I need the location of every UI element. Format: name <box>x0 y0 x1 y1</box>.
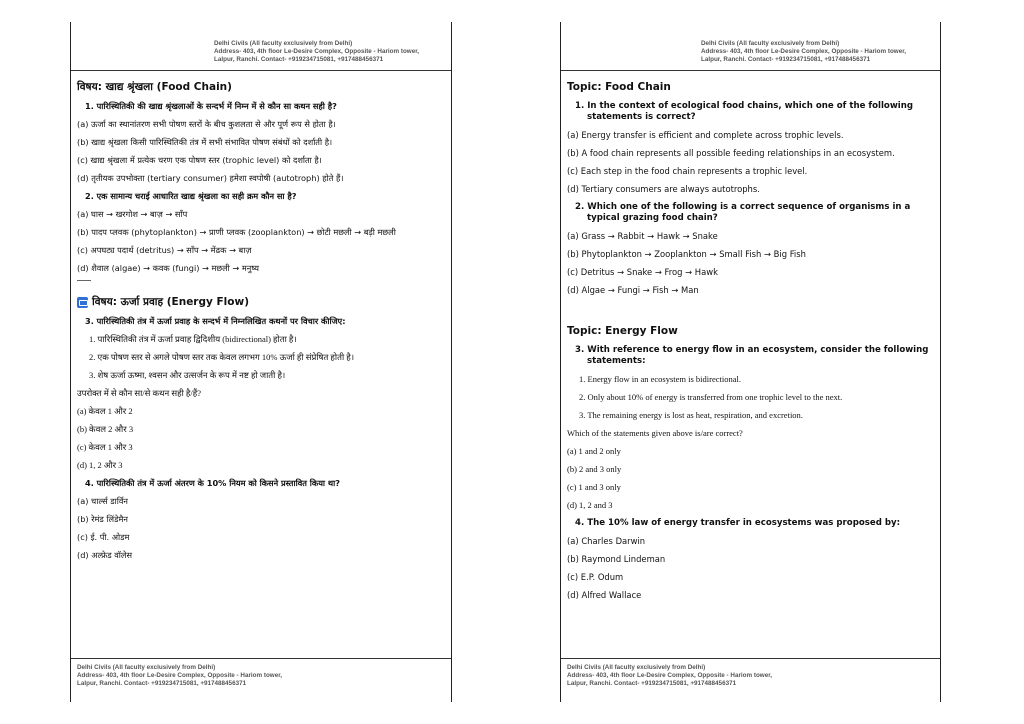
q3-statement-2: 2. Only about 10% of energy is transferred from one trophic level to the next. <box>579 392 843 402</box>
question-4: 4. The 10% law of energy transfer in ecosystems was proposed by: <box>575 518 901 528</box>
topic-energy-flow-heading: विषय: ऊर्जा प्रवाह (Energy Flow) <box>77 295 447 309</box>
q2-option-b: (b) पादप प्लवक (phytoplankton) → प्राणी प्लवक (zooplankton) → छोटी मछली → बड़ी मछली <box>77 227 396 237</box>
q4-option-d: (d) Alfred Wallace <box>567 590 642 600</box>
question-1: 1. पारिस्थितिकी की खाद्य श्रृंखलाओं के सन्दर्भ में निम्न में से कौन सा कथन सही है? <box>85 101 337 111</box>
q1-option-d: (d) Tertiary consumers are always autotrophs. <box>567 184 760 194</box>
q3-statement-2: 2. एक पोषण स्तर से अगले पोषण स्तर तक केवल लगभग 10% ऊर्जा ही संप्रेषित होती है। <box>89 352 355 362</box>
footer-rule <box>71 658 451 659</box>
q4-option-b: (b) रेमंड लिंडेमैन <box>77 514 128 524</box>
q1-option-b: (b) A food chain represents all possible feeding relationships in an ecosystem. <box>567 148 895 158</box>
q2-option-d: (d) शैवाल (algae) → कवक (fungi) → मछली → मनुष्य <box>77 263 259 273</box>
question-3: 3. पारिस्थितिकी तंत्र में ऊर्जा प्रवाह के सन्दर्भ में निम्नलिखित कथनों पर विचार कीजिए: <box>85 316 346 326</box>
q2-option-c: (c) अपघट्य पदार्थ (detritus) → साँप → मेंढक → बाज़ <box>77 245 252 255</box>
topic-energy-flow-heading: Topic: Energy Flow <box>567 325 678 337</box>
page-footer: Delhi Civils (All faculty exclusively from Delhi) Address- 403, 4th floor Le-Desire Complex, Opposite - Hariom tower, Lalpur, Ranchi. Contact- +919234715081, +917488456371 <box>77 664 283 687</box>
q1-option-c: (c) Each step in the food chain represents a trophic level. <box>567 166 808 176</box>
q1-option-c: (c) खाद्य श्रृंखला में प्रत्येक चरण एक पोषण स्तर (trophic level) को दर्शाता है। <box>77 155 322 165</box>
q3-option-a: (a) केवल 1 और 2 <box>77 406 133 416</box>
book-icon <box>77 297 88 308</box>
q3-ask: Which of the statements given above is/are correct? <box>567 428 743 438</box>
q2-option-a: (a) Grass → Rabbit → Hawk → Snake <box>567 231 718 241</box>
q4-option-a: (a) Charles Darwin <box>567 536 646 546</box>
q4-option-a: (a) चार्ल्स डार्विन <box>77 496 128 506</box>
q3-option-a: (a) 1 and 2 only <box>567 446 621 456</box>
q3-option-c: (c) 1 and 3 only <box>567 482 621 492</box>
q2-option-b: (b) Phytoplankton → Zooplankton → Small Fish → Big Fish <box>567 249 806 259</box>
question-3: 3. With reference to energy flow in an ecosystem, consider the following statements: <box>575 345 929 366</box>
q4-option-d: (d) अल्फ्रेड वॉलेस <box>77 550 133 560</box>
q3-ask: उपरोक्त में से कौन सा/से कथन सही है/हैं? <box>77 388 202 398</box>
q1-option-d: (d) तृतीयक उपभोक्ता (tertiary consumer) हमेशा स्वपोषी (autotroph) होते हैं। <box>77 173 344 183</box>
q1-option-a: (a) Energy transfer is efficient and complete across trophic levels. <box>567 130 844 140</box>
header-rule <box>561 70 940 71</box>
header-rule <box>71 70 451 71</box>
q2-option-a: (a) घास → खरगोश → बाज़ → साँप <box>77 209 188 219</box>
q4-option-b: (b) Raymond Lindeman <box>567 554 666 564</box>
q2-option-c: (c) Detritus → Snake → Frog → Hawk <box>567 267 718 277</box>
q3-statement-1: 1. पारिस्थितिकी तंत्र में ऊर्जा प्रवाह द्विदिशीय (bidirectional) होता है। <box>89 334 297 344</box>
q1-option-a: (a) ऊर्जा का स्थानांतरण सभी पोषण स्तरों के बीच कुशलता से और पूर्ण रूप से होता है। <box>77 119 336 129</box>
page-footer: Delhi Civils (All faculty exclusively from Delhi) Address- 403, 4th floor Le-Desire Complex, Opposite - Hariom tower, Lalpur, Ranchi. Contact- +919234715081, +917488456371 <box>567 664 773 687</box>
question-4: 4. पारिस्थितिकी तंत्र में ऊर्जा अंतरण के 10% नियम को किसने प्रस्तावित किया था? <box>85 478 341 488</box>
question-2: 2. Which one of the following is a correct sequence of organisms in a typical grazing food chain? <box>575 202 911 223</box>
q3-option-c: (c) केवल 1 और 3 <box>77 442 133 452</box>
q3-statement-1: 1. Energy flow in an ecosystem is bidirectional. <box>579 374 742 384</box>
topic-food-chain-heading: विषय: खाद्य श्रृंखला (Food Chain) <box>77 81 232 93</box>
q3-option-b: (b) 2 and 3 only <box>567 464 622 474</box>
q3-option-b: (b) केवल 2 और 3 <box>77 424 134 434</box>
hindi-content <box>77 80 447 561</box>
footer-rule <box>561 658 940 659</box>
q4-option-c: (c) ई. पी. ओडम <box>77 532 130 542</box>
q3-option-d: (d) 1, 2 और 3 <box>77 460 123 470</box>
question-2: 2. एक सामान्य चराई आधारित खाद्य श्रृंखला का सही क्रम कौन सा है? <box>85 191 297 201</box>
section-divider <box>77 280 91 281</box>
hindi-page <box>70 22 452 702</box>
q3-statement-3: 3. The remaining energy is lost as heat, respiration, and excretion. <box>579 410 803 420</box>
english-content <box>567 80 936 601</box>
english-page <box>560 22 941 702</box>
page-header: Delhi Civils (All faculty exclusively from Delhi) Address- 403, 4th floor Le-Desire Complex, Opposite - Hariom tower, Lalpur, Ranchi. Contact- +919234715081, +917488456371 <box>214 40 420 63</box>
page-header: Delhi Civils (All faculty exclusively from Delhi) Address- 403, 4th floor Le-Desire Complex, Opposite - Hariom tower, Lalpur, Ranchi. Contact- +919234715081, +917488456371 <box>701 40 907 63</box>
q4-option-c: (c) E.P. Odum <box>567 572 624 582</box>
q3-statement-3: 3. शेष ऊर्जा ऊष्मा, श्वसन और उत्सर्जन के रूप में नष्ट हो जाती है। <box>89 370 286 380</box>
q1-option-b: (b) खाद्य श्रृंखला किसी पारिस्थितिकी तंत्र में सभी संभावित पोषण संबंधों को दर्शाती है। <box>77 137 333 147</box>
q3-option-d: (d) 1, 2 and 3 <box>567 500 613 510</box>
topic-food-chain-heading: Topic: Food Chain <box>567 81 671 93</box>
q2-option-d: (d) Algae → Fungi → Fish → Man <box>567 285 699 295</box>
question-1: 1. In the context of ecological food chains, which one of the following statements is correct? <box>575 101 913 122</box>
